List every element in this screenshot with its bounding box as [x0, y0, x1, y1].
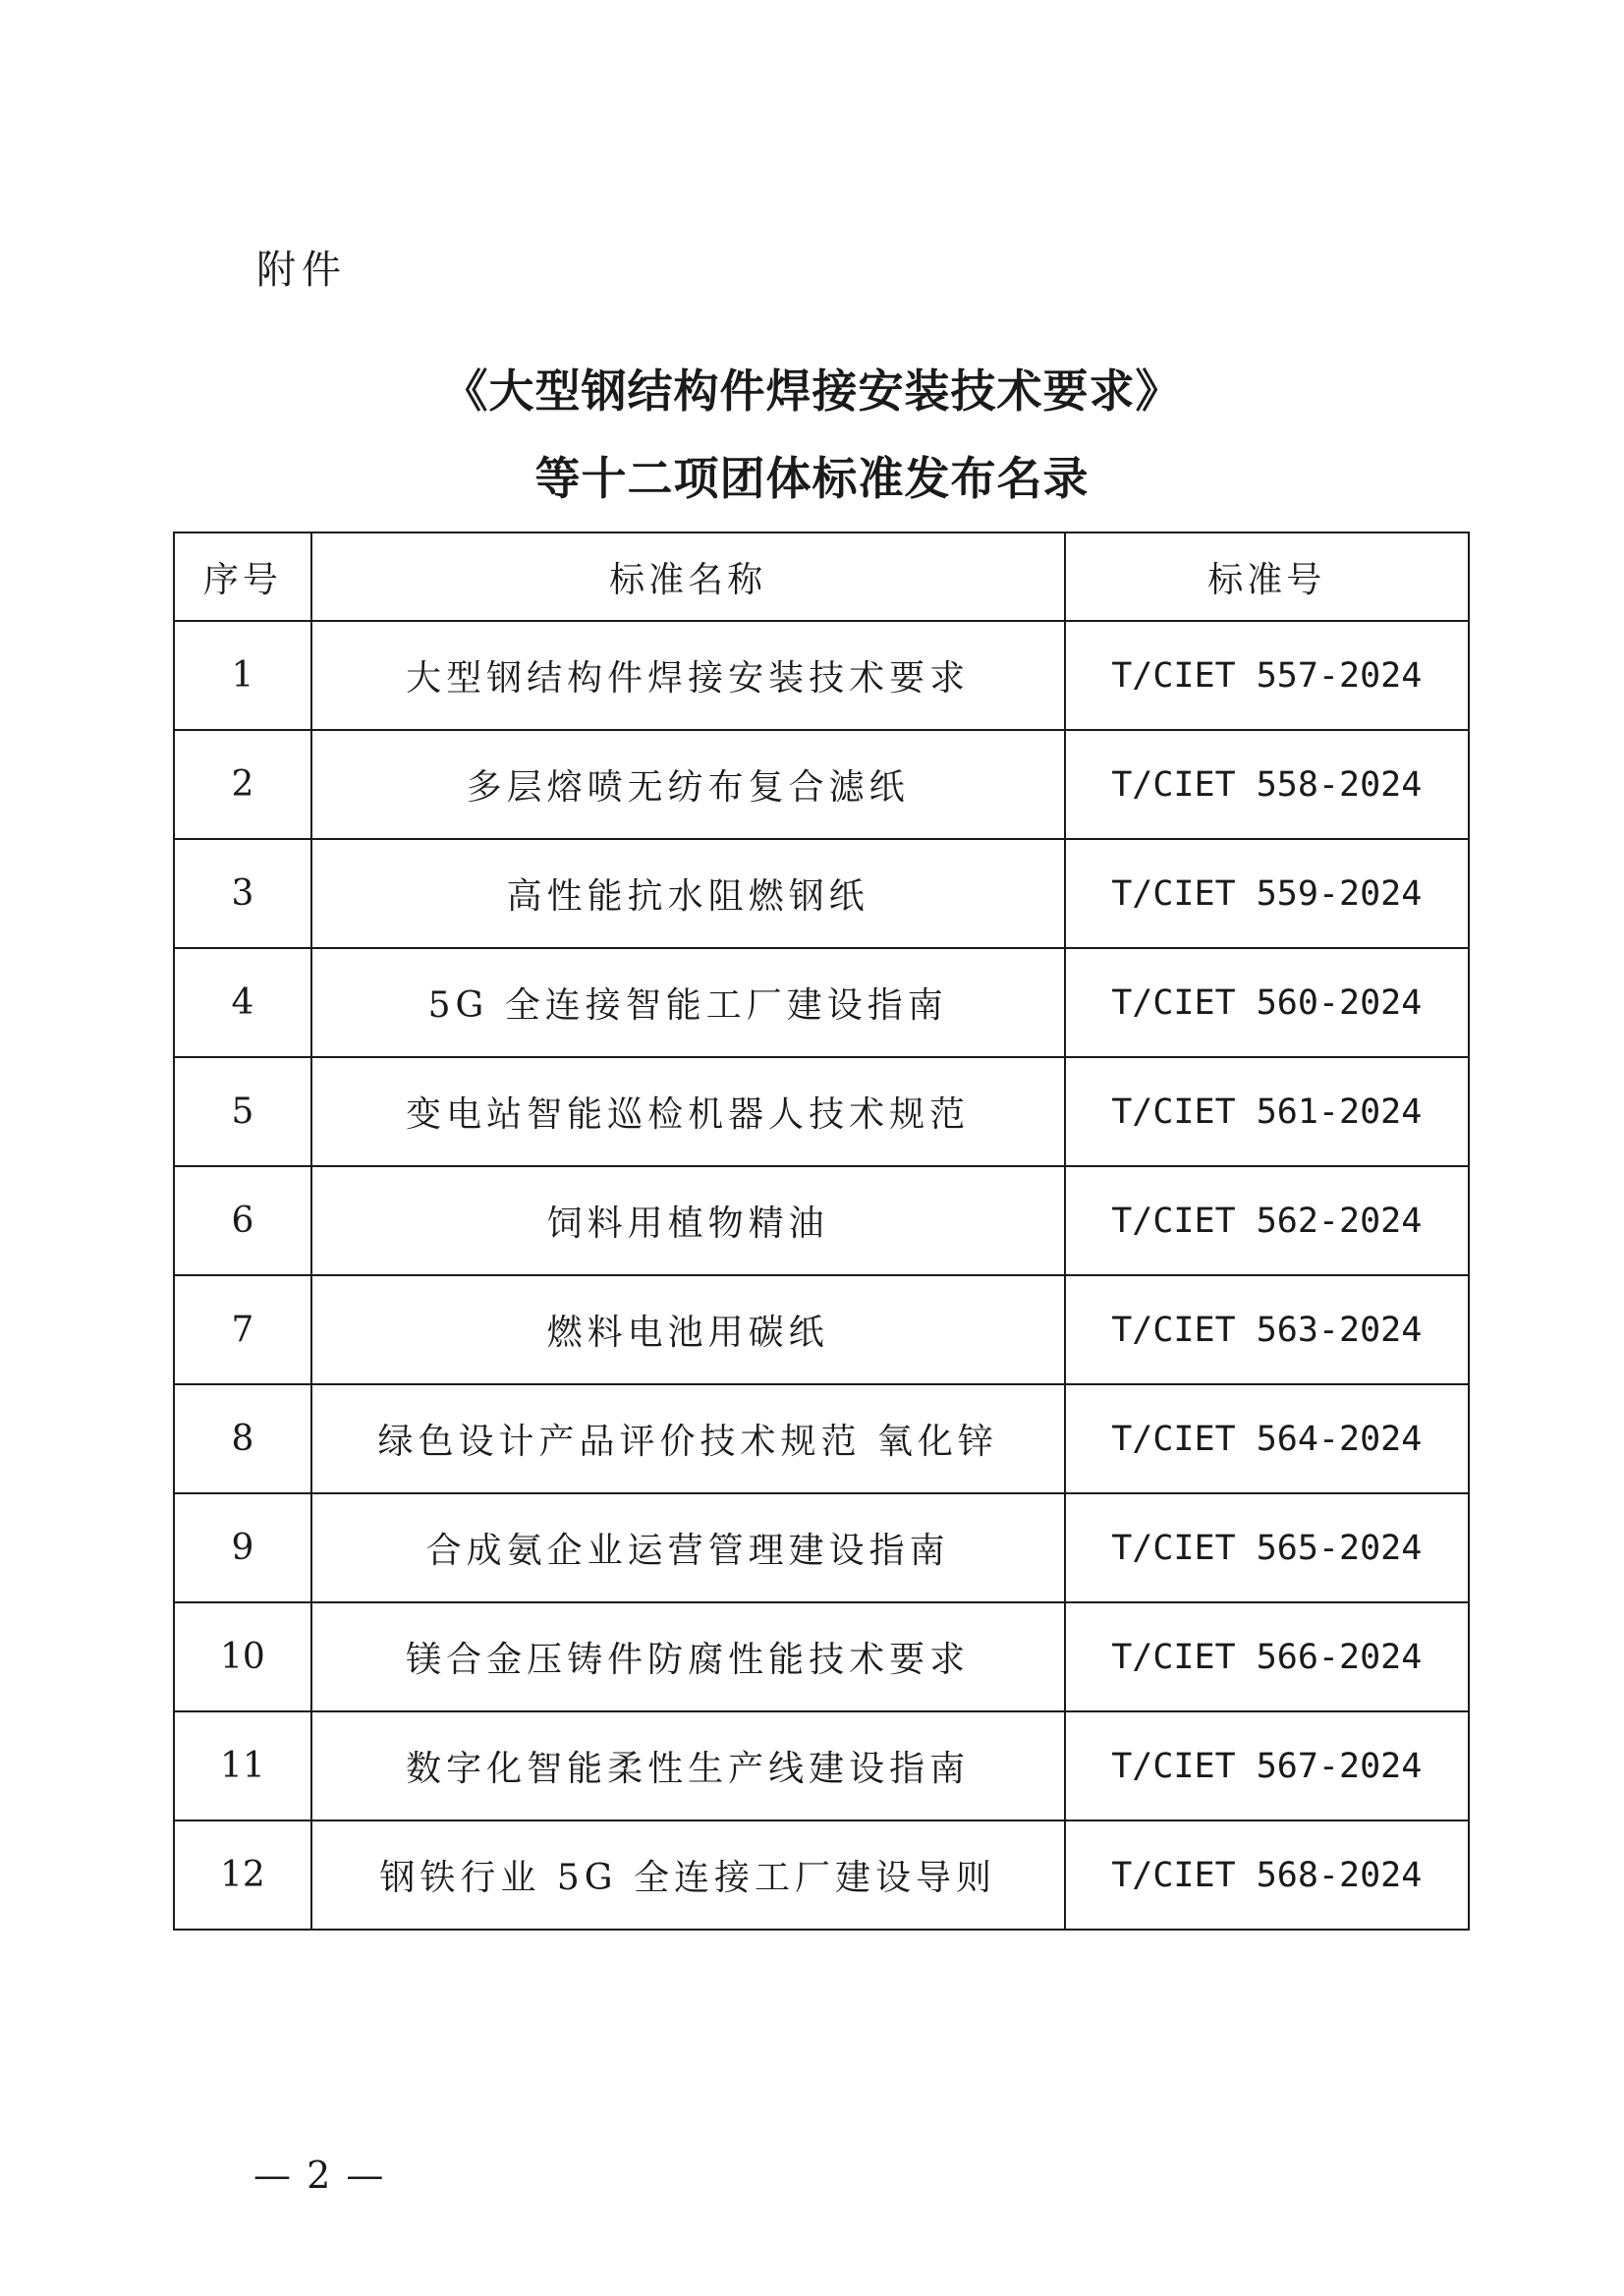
row-index: 12 [174, 1820, 311, 1930]
row-standard-code: T/CIET 565-2024 [1065, 1493, 1469, 1602]
row-standard-name: 钢铁行业 5G 全连接工厂建设导则 [311, 1820, 1065, 1930]
row-standard-name: 镁合金压铸件防腐性能技术要求 [311, 1602, 1065, 1711]
table-row [174, 1711, 1469, 1820]
table-row [174, 1493, 1469, 1602]
row-standard-code: T/CIET 568-2024 [1065, 1820, 1469, 1930]
row-index: 4 [174, 948, 311, 1057]
row-standard-code: T/CIET 563-2024 [1065, 1275, 1469, 1384]
row-standard-code: T/CIET 560-2024 [1065, 948, 1469, 1057]
row-standard-name: 燃料电池用碳纸 [311, 1275, 1065, 1384]
row-standard-name: 合成氨企业运营管理建设指南 [311, 1493, 1065, 1602]
standards-table [173, 532, 1470, 1931]
table-row [174, 839, 1469, 948]
row-standard-code: T/CIET 557-2024 [1065, 621, 1469, 730]
row-index: 7 [174, 1275, 311, 1384]
row-index: 8 [174, 1384, 311, 1493]
row-standard-name: 5G 全连接智能工厂建设指南 [311, 948, 1065, 1057]
table-row [174, 1275, 1469, 1384]
row-standard-name: 变电站智能巡检机器人技术规范 [311, 1057, 1065, 1166]
row-standard-name: 多层熔喷无纺布复合滤纸 [311, 730, 1065, 839]
row-index: 3 [174, 839, 311, 948]
table-row [174, 1384, 1469, 1493]
row-standard-code: T/CIET 567-2024 [1065, 1711, 1469, 1820]
table-row [174, 730, 1469, 839]
row-index: 5 [174, 1057, 311, 1166]
row-index: 11 [174, 1711, 311, 1820]
row-standard-code: T/CIET 564-2024 [1065, 1384, 1469, 1493]
row-standard-name: 绿色设计产品评价技术规范 氧化锌 [311, 1384, 1065, 1493]
row-standard-name: 大型钢结构件焊接安装技术要求 [311, 621, 1065, 730]
header-index: 序号 [174, 532, 311, 621]
row-index: 1 [174, 621, 311, 730]
table-row [174, 948, 1469, 1057]
row-standard-name: 数字化智能柔性生产线建设指南 [311, 1711, 1065, 1820]
row-standard-code: T/CIET 558-2024 [1065, 730, 1469, 839]
header-standard-code: 标准号 [1065, 532, 1469, 621]
row-index: 9 [174, 1493, 311, 1602]
table-header-row [174, 532, 1469, 621]
document-title-line-2: 等十二项团体标准发布名录 [534, 452, 1090, 505]
row-standard-code: T/CIET 566-2024 [1065, 1602, 1469, 1711]
row-index: 10 [174, 1602, 311, 1711]
header-standard-name: 标准名称 [311, 532, 1065, 621]
row-standard-name: 高性能抗水阻燃钢纸 [311, 839, 1065, 948]
table-row [174, 1602, 1469, 1711]
row-standard-code: T/CIET 561-2024 [1065, 1057, 1469, 1166]
row-index: 6 [174, 1166, 311, 1275]
annex-label: 附件 [256, 248, 347, 293]
row-standard-code: T/CIET 562-2024 [1065, 1166, 1469, 1275]
table-row [174, 621, 1469, 730]
row-standard-code: T/CIET 559-2024 [1065, 839, 1469, 948]
document-title-line-1: 《大型钢结构件焊接安装技术要求》 [442, 364, 1182, 418]
row-standard-name: 饲料用植物精油 [311, 1166, 1065, 1275]
table-row [174, 1057, 1469, 1166]
row-index: 2 [174, 730, 311, 839]
table-row [174, 1166, 1469, 1275]
page-number: — 2 — [253, 2154, 386, 2197]
table-row [174, 1820, 1469, 1930]
